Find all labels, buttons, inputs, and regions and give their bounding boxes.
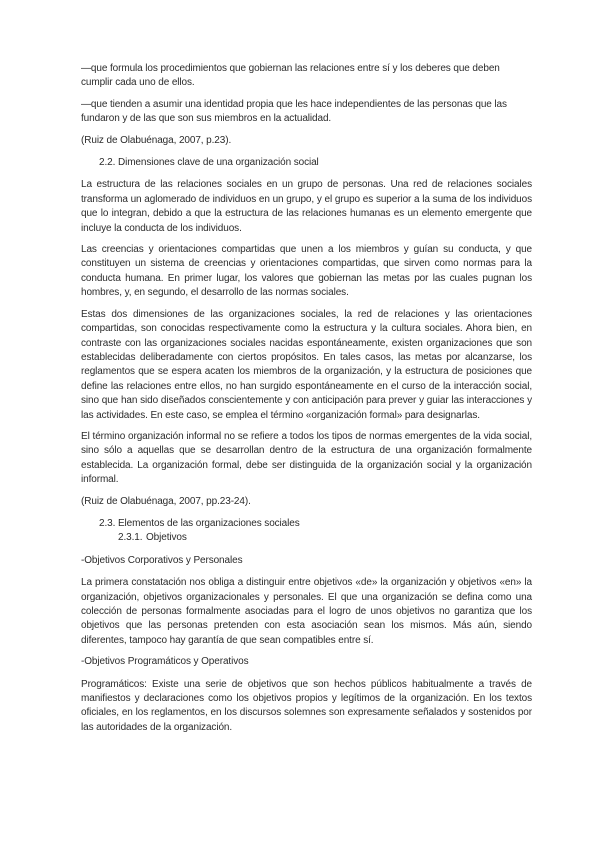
section-heading-2-2: 2.2. Dimensiones clave de una organización social <box>99 157 319 169</box>
section-heading-2-3: 2.3. Elementos de las organizaciones sociales <box>99 517 300 529</box>
paragraph-beliefs: Las creencias y orientaciones compartidas que unen a los miembros y guían su conducta, y que constituyen un sistema de creencias y orientaciones compartidas, que sirven como normas para la conducta humana. En primer lugar, los valores que gobiernan las metas por las cuales pugnan los hombres, y, en segundo, el desarrollo de las normas sociales. <box>81 244 532 299</box>
paragraph-objectives: La primera constatación nos obliga a distinguir entre objetivos «de» la organización y objetivos «en» la organización, objetivos organizacionales y personales. El que una organización se defina como una colección de personas formalmente asociadas para el logro de unos objetivos no garantiza que los objetivos que las personas pretenden con esta asociación sean los mismos. Más aún, siendo diferentes, tampoco hay garantía de que sean compatibles entre sí. <box>81 577 532 646</box>
heading-text: Objetivos <box>146 532 187 544</box>
section-heading-2-3-1 <box>81 531 532 545</box>
paragraph-informal-organization: El término organización informal no se refiere a todos los tipos de normas emergentes de la vida social, sino sólo a aquellas que se desarrollan dentro de la estructura de una organización formalmente establecida. La organización formal, debe ser distinguida de la organización social y la organización informal. <box>81 430 532 486</box>
paragraph-procedures: —que formula los procedimientos que gobiernan las relaciones entre sí y los deberes que deben cumplir cada uno de ellos. <box>81 63 500 89</box>
paragraph-dimensions: Estas dos dimensiones de las organizaciones sociales, la red de relaciones y las orientaciones compartidas, son conocidas respectivamente como la estructura y la cultura sociales. Ahora bien, en contraste con las organizaciones sociales nacidas espontáneamente, existen organizaciones que son establecidas deliberadamente con ciertos propósitos. En tales casos, las metas por alcanzarse, los reglamentos que se espera acaten los miembros de la organización, y la estructura de posiciones que define las relaciones entre ellos, no han surgido espontáneamente en el curso de la interacción social, sino que han sido diseñados conscientemente y con anticipación para prever y guiar las interacciones y las actividades. En este caso, se emplea el término «organización formal» para designarlas. <box>81 308 532 421</box>
subheading-programmatic-operative: -Objetivos Programáticos y Operativos <box>81 656 249 668</box>
paragraph-structure: La estructura de las relaciones sociales en un grupo de personas. Una red de relaciones sociales transforma un aglomerado de individuos en un grupo, y el grupo es superior a la suma de los individuos que lo integran, debido a que la estructura de las relaciones humanas es un elemento emergente que incluye la conducta de los individuos. <box>81 179 532 234</box>
paragraph-identity: —que tienden a asumir una identidad propia que les hace independientes de las personas que las fundaron y de las que son sus miembros en la actualidad. <box>81 98 507 125</box>
paragraph-programmatic: Programáticos: Existe una serie de objetivos que son hechos públicos habitualmente a través de manifiestos y declaraciones como los objetivos propios y legítimos de la organización. En los textos oficiales, en los reglamentos, en los discursos solemnes son expresamente señalados y sostenidos por las autoridades de la organización. <box>81 678 532 733</box>
heading-number: 2.3.1. <box>118 532 143 544</box>
subheading-corporate-personal: -Objetivos Corporativos y Personales <box>81 554 243 566</box>
citation-2: (Ruiz de Olabuénaga, 2007, pp.23-24). <box>81 495 251 507</box>
citation-1: (Ruiz de Olabuénaga, 2007, p.23). <box>81 134 232 146</box>
